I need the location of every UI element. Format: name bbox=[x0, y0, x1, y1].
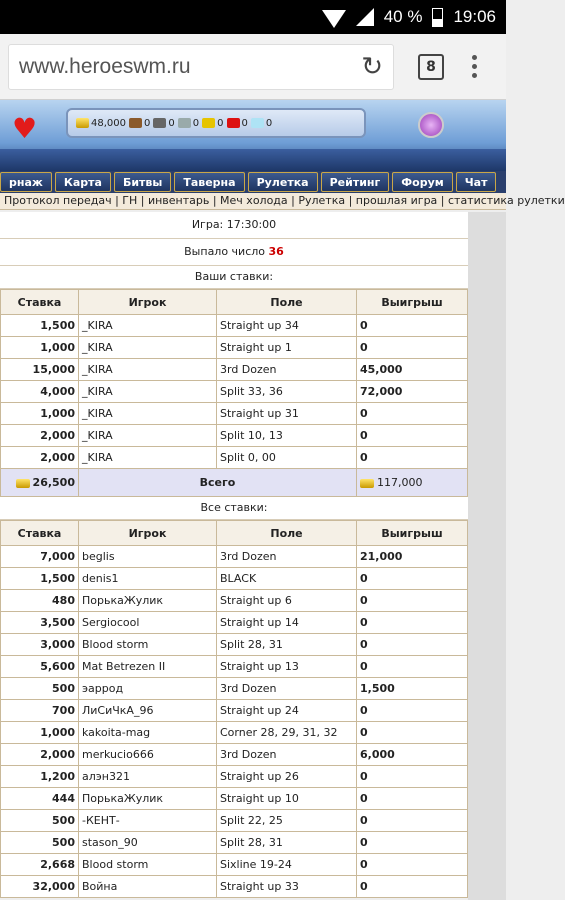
game-time: Игра: 17:30:00 bbox=[0, 212, 468, 239]
nav-chat[interactable]: Чат bbox=[456, 172, 497, 192]
table-row bbox=[1, 359, 468, 381]
bet-cell: 5,600 bbox=[1, 656, 79, 678]
table-row bbox=[1, 854, 468, 876]
dropped-number-label: Выпало число bbox=[184, 245, 266, 258]
browser-menu-icon[interactable] bbox=[472, 55, 477, 78]
field-cell: Straight up 26 bbox=[217, 766, 357, 788]
all-bets-title: Все ставки: bbox=[0, 497, 468, 520]
win-cell: 0 bbox=[357, 634, 468, 656]
bet-cell: 444 bbox=[1, 788, 79, 810]
dropped-number: 36 bbox=[268, 245, 284, 258]
field-cell: Split 22, 25 bbox=[217, 810, 357, 832]
url-text[interactable]: www.heroeswm.ru bbox=[19, 54, 191, 78]
player-link[interactable]: _KIRA bbox=[79, 403, 217, 425]
col-win: Выигрыш bbox=[357, 290, 468, 315]
table-row bbox=[1, 722, 468, 744]
field-cell: Split 0, 00 bbox=[217, 447, 357, 469]
nav-map[interactable]: Карта bbox=[55, 172, 111, 192]
bet-cell: 2,000 bbox=[1, 447, 79, 469]
bet-cell: 2,668 bbox=[1, 854, 79, 876]
bet-cell: 1,000 bbox=[1, 337, 79, 359]
battery-icon bbox=[432, 8, 443, 27]
table-row bbox=[1, 447, 468, 469]
table-row bbox=[1, 744, 468, 766]
field-cell: Straight up 24 bbox=[217, 700, 357, 722]
wifi-icon bbox=[322, 10, 346, 28]
player-link[interactable]: ПорькаЖулик bbox=[79, 590, 217, 612]
heart-icon[interactable]: ♥ bbox=[12, 112, 38, 145]
battery-percent: 40 % bbox=[383, 7, 423, 26]
player-link[interactable]: ПорькаЖулик bbox=[79, 788, 217, 810]
signal-icon bbox=[356, 8, 374, 26]
bet-cell: 15,000 bbox=[1, 359, 79, 381]
win-cell: 0 bbox=[357, 403, 468, 425]
player-link[interactable]: эаррод bbox=[79, 678, 217, 700]
col-win: Выигрыш bbox=[357, 521, 468, 546]
field-cell: Straight up 33 bbox=[217, 876, 357, 898]
nav-roulette[interactable]: Рулетка bbox=[248, 172, 318, 192]
player-link[interactable]: ЛиСиЧкА_96 bbox=[79, 700, 217, 722]
game-header-banner bbox=[0, 100, 506, 171]
field-cell: Straight up 14 bbox=[217, 612, 357, 634]
wood-icon bbox=[129, 118, 142, 128]
field-cell: 3rd Dozen bbox=[217, 546, 357, 568]
table-row bbox=[1, 766, 468, 788]
player-link[interactable]: _KIRA bbox=[79, 337, 217, 359]
game-nav bbox=[0, 171, 506, 193]
player-link[interactable]: denis1 bbox=[79, 568, 217, 590]
table-row bbox=[1, 568, 468, 590]
total-row bbox=[1, 469, 468, 497]
win-cell: 6,000 bbox=[357, 744, 468, 766]
nav-character[interactable]: рнаж bbox=[0, 172, 52, 192]
col-bet: Ставка bbox=[1, 521, 79, 546]
table-row bbox=[1, 876, 468, 898]
field-cell: 3rd Dozen bbox=[217, 678, 357, 700]
win-cell: 0 bbox=[357, 854, 468, 876]
col-field: Поле bbox=[217, 521, 357, 546]
gems-amount: 0 bbox=[265, 117, 273, 129]
field-cell: Straight up 13 bbox=[217, 656, 357, 678]
table-row bbox=[1, 546, 468, 568]
banner-decoration bbox=[0, 149, 506, 171]
player-link[interactable]: алэн321 bbox=[79, 766, 217, 788]
col-bet: Ставка bbox=[1, 290, 79, 315]
bet-cell: 1,000 bbox=[1, 722, 79, 744]
bet-cell: 500 bbox=[1, 832, 79, 854]
win-cell: 0 bbox=[357, 832, 468, 854]
table-row bbox=[1, 425, 468, 447]
player-link[interactable]: _KIRA bbox=[79, 425, 217, 447]
bet-cell: 480 bbox=[1, 590, 79, 612]
bet-cell: 32,000 bbox=[1, 876, 79, 898]
sulfur-amount: 0 bbox=[217, 117, 224, 129]
field-cell: 3rd Dozen bbox=[217, 359, 357, 381]
bet-cell: 500 bbox=[1, 810, 79, 832]
win-cell: 0 bbox=[357, 447, 468, 469]
tab-switcher-button[interactable]: 8 bbox=[418, 54, 444, 80]
win-cell: 1,500 bbox=[357, 678, 468, 700]
win-cell: 0 bbox=[357, 612, 468, 634]
bet-cell: 1,500 bbox=[1, 315, 79, 337]
gold-icon bbox=[16, 479, 30, 488]
field-cell: Straight up 34 bbox=[217, 315, 357, 337]
bet-cell: 1,200 bbox=[1, 766, 79, 788]
player-link[interactable]: _KIRA bbox=[79, 447, 217, 469]
win-cell: 0 bbox=[357, 788, 468, 810]
player-link[interactable]: Mat Betrezen II bbox=[79, 656, 217, 678]
all-bets-table bbox=[0, 520, 468, 898]
bet-cell: 3,000 bbox=[1, 634, 79, 656]
table-row bbox=[1, 403, 468, 425]
player-link[interactable]: kakoita-mag bbox=[79, 722, 217, 744]
table-row bbox=[1, 700, 468, 722]
bet-cell: 2,000 bbox=[1, 744, 79, 766]
gold-amount: 48,000 bbox=[91, 117, 126, 129]
ore-amount: 0 bbox=[168, 117, 175, 129]
nav-battles[interactable]: Битвы bbox=[114, 172, 171, 192]
field-cell: Split 10, 13 bbox=[217, 425, 357, 447]
crystal-icon bbox=[227, 118, 240, 128]
field-cell: Split 28, 31 bbox=[217, 634, 357, 656]
player-link[interactable]: -КЕНТ- bbox=[79, 810, 217, 832]
table-row bbox=[1, 810, 468, 832]
win-cell: 45,000 bbox=[357, 359, 468, 381]
table-row bbox=[1, 612, 468, 634]
player-link[interactable]: _KIRA bbox=[79, 381, 217, 403]
bet-cell: 7,000 bbox=[1, 546, 79, 568]
clock: 19:06 bbox=[453, 7, 496, 26]
wood-amount: 0 bbox=[144, 117, 151, 129]
bet-cell: 500 bbox=[1, 678, 79, 700]
address-bar[interactable] bbox=[8, 44, 394, 90]
dropped-number-line bbox=[0, 239, 468, 266]
field-cell: BLACK bbox=[217, 568, 357, 590]
win-cell: 0 bbox=[357, 425, 468, 447]
win-cell: 21,000 bbox=[357, 546, 468, 568]
table-row bbox=[1, 337, 468, 359]
total-win: 117,000 bbox=[357, 469, 468, 497]
win-cell: 0 bbox=[357, 810, 468, 832]
player-link[interactable]: beglis bbox=[79, 546, 217, 568]
field-cell: Straight up 10 bbox=[217, 788, 357, 810]
your-bets-table bbox=[0, 289, 468, 497]
total-label: Всего bbox=[79, 469, 357, 497]
ore-icon bbox=[153, 118, 166, 128]
win-cell: 0 bbox=[357, 700, 468, 722]
table-row bbox=[1, 832, 468, 854]
win-cell: 0 bbox=[357, 766, 468, 788]
gold-icon bbox=[360, 479, 374, 488]
nav-tavern[interactable]: Таверна bbox=[174, 172, 244, 192]
col-field: Поле bbox=[217, 290, 357, 315]
field-cell: Straight up 1 bbox=[217, 337, 357, 359]
col-player: Игрок bbox=[79, 521, 217, 546]
bet-cell: 4,000 bbox=[1, 381, 79, 403]
player-link[interactable]: merkucio666 bbox=[79, 744, 217, 766]
field-cell: Straight up 31 bbox=[217, 403, 357, 425]
win-cell: 0 bbox=[357, 590, 468, 612]
player-link[interactable]: Blood storm bbox=[79, 634, 217, 656]
bet-cell: 2,000 bbox=[1, 425, 79, 447]
bet-cell: 1,500 bbox=[1, 568, 79, 590]
status-bar bbox=[0, 0, 506, 34]
bet-cell: 1,000 bbox=[1, 403, 79, 425]
gems-icon bbox=[251, 118, 264, 128]
crystal-amount: 0 bbox=[241, 117, 248, 129]
potion-icon[interactable] bbox=[418, 112, 444, 138]
field-cell: 3rd Dozen bbox=[217, 744, 357, 766]
right-margin bbox=[468, 212, 506, 900]
reload-icon[interactable]: ↻ bbox=[361, 51, 383, 81]
field-cell: Corner 28, 29, 31, 32 bbox=[217, 722, 357, 744]
sub-navigation[interactable]: Протокол передач | ГН | инвентарь | Меч холода | Рулетка | прошлая игра | статистика рулетки bbox=[0, 193, 506, 210]
mercury-amount: 0 bbox=[192, 117, 200, 129]
table-row bbox=[1, 315, 468, 337]
player-link[interactable]: _KIRA bbox=[79, 359, 217, 381]
player-link[interactable]: _KIRA bbox=[79, 315, 217, 337]
gold-icon bbox=[76, 118, 89, 128]
resource-bar bbox=[66, 108, 366, 138]
table-row bbox=[1, 788, 468, 810]
your-bets-title: Ваши ставки: bbox=[0, 266, 468, 289]
bet-cell: 3,500 bbox=[1, 612, 79, 634]
bet-cell: 700 bbox=[1, 700, 79, 722]
player-link[interactable]: Sergiocool bbox=[79, 612, 217, 634]
field-cell: Split 33, 36 bbox=[217, 381, 357, 403]
field-cell: Split 28, 31 bbox=[217, 832, 357, 854]
mercury-icon bbox=[178, 118, 191, 128]
win-cell: 0 bbox=[357, 876, 468, 898]
roulette-results bbox=[0, 212, 468, 898]
win-cell: 0 bbox=[357, 656, 468, 678]
nav-forum[interactable]: Форум bbox=[392, 172, 453, 192]
field-cell: Straight up 6 bbox=[217, 590, 357, 612]
total-bet: 26,500 bbox=[1, 469, 79, 497]
player-link[interactable]: Blood storm bbox=[79, 854, 217, 876]
nav-rating[interactable]: Рейтинг bbox=[321, 172, 390, 192]
table-row bbox=[1, 678, 468, 700]
win-cell: 0 bbox=[357, 722, 468, 744]
field-cell: Sixline 19-24 bbox=[217, 854, 357, 876]
table-row bbox=[1, 381, 468, 403]
table-row bbox=[1, 656, 468, 678]
win-cell: 0 bbox=[357, 315, 468, 337]
table-row bbox=[1, 634, 468, 656]
browser-toolbar bbox=[0, 34, 506, 100]
player-link[interactable]: stason_90 bbox=[79, 832, 217, 854]
player-link[interactable]: Война bbox=[79, 876, 217, 898]
table-row bbox=[1, 590, 468, 612]
sulfur-icon bbox=[202, 118, 215, 128]
win-cell: 72,000 bbox=[357, 381, 468, 403]
win-cell: 0 bbox=[357, 337, 468, 359]
win-cell: 0 bbox=[357, 568, 468, 590]
col-player: Игрок bbox=[79, 290, 217, 315]
